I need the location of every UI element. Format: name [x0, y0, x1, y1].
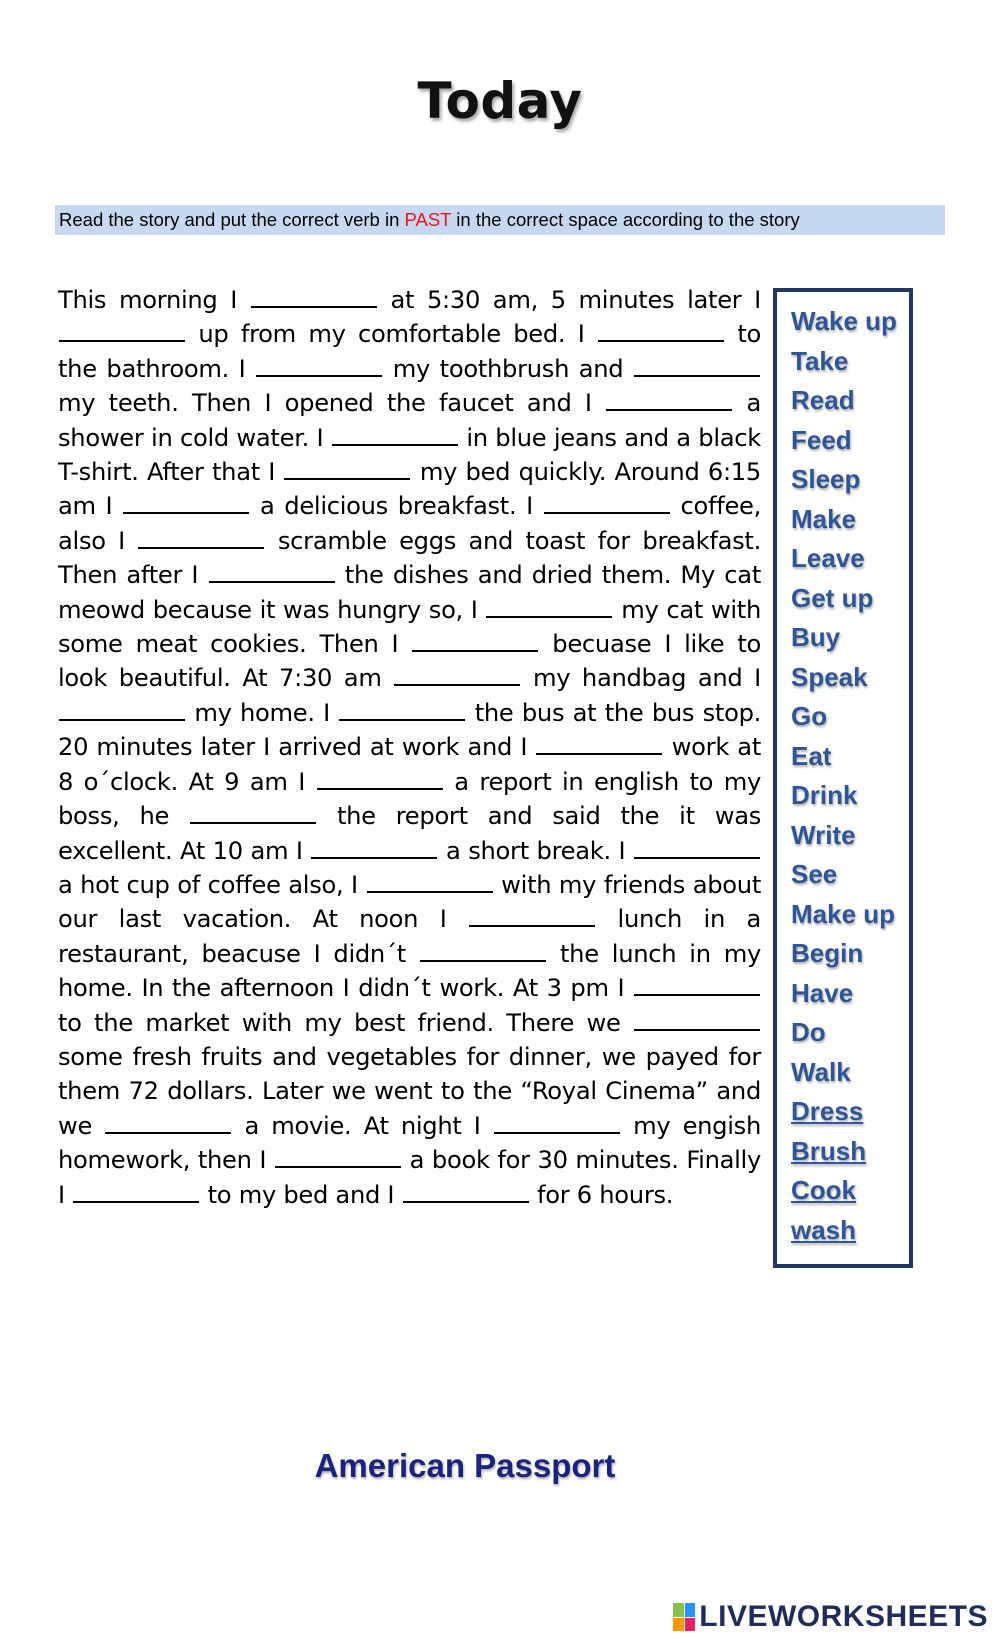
answer-blank[interactable]	[311, 856, 437, 859]
story-text: a hot cup of coffee also, I	[58, 870, 358, 899]
word-bank-item: Buy	[791, 622, 841, 652]
word-bank	[773, 288, 913, 1268]
answer-blank[interactable]	[486, 615, 612, 618]
story-text: lunch in a restaurant, beacuse I didn´t	[58, 905, 762, 968]
answer-blank[interactable]	[339, 718, 465, 721]
word-bank-item: Brush	[791, 1135, 867, 1166]
answer-blank[interactable]	[536, 752, 662, 755]
story-text: a delicious breakfast. I	[259, 492, 533, 521]
word-bank-item: Sleep	[791, 464, 861, 494]
story-text: my home. I	[194, 698, 330, 727]
answer-blank[interactable]	[420, 959, 546, 962]
answer-blank[interactable]	[59, 718, 185, 721]
story-text: in blue jeans and a black T-shirt. After that I	[58, 423, 762, 487]
word-bank-item: Wake up	[791, 306, 897, 336]
answer-blank[interactable]	[403, 1200, 529, 1203]
word-bank-item: Begin	[791, 938, 864, 968]
story-text: some fresh fruits and vegetables for dinner, we payed for them 72 dollars. Later we went to the “Royal Cinema” and we	[58, 1042, 761, 1140]
answer-blank[interactable]	[606, 408, 732, 411]
answer-blank[interactable]	[634, 374, 760, 377]
answer-blank[interactable]	[494, 1131, 620, 1134]
story-text: my cat with some meat cookies. Then I	[58, 595, 762, 659]
answer-blank[interactable]	[284, 477, 410, 480]
story-text: a shower in cold water. I	[58, 389, 761, 452]
word-bank-item: Take	[791, 345, 849, 376]
story-text: with my friends about our last vacation. At noon I	[58, 870, 761, 934]
story-text: This morning I	[58, 286, 238, 314]
answer-blank[interactable]	[59, 339, 185, 342]
answer-blank[interactable]	[634, 856, 760, 859]
story-text: becuase I like to look beautiful. At 7:30 am	[58, 630, 762, 693]
word-bank-item: Cook	[791, 1175, 856, 1205]
answer-blank[interactable]	[634, 993, 760, 996]
answer-blank[interactable]	[138, 546, 264, 549]
word-bank-item: Make up	[791, 898, 896, 929]
word-bank-item: Walk	[791, 1056, 851, 1087]
word-bank-item: Go	[791, 701, 828, 731]
instruction-highlight: PAST	[404, 209, 452, 230]
story-text: my toothbrush and	[392, 354, 624, 383]
word-bank-item: Do	[791, 1017, 826, 1047]
story-text: to the market with my best friend. There we	[58, 1008, 621, 1037]
word-bank-item: Have	[791, 977, 854, 1008]
word-bank-item: See	[791, 859, 838, 889]
story-text: coffee, also I	[58, 492, 762, 555]
answer-blank[interactable]	[598, 339, 724, 342]
answer-blank[interactable]	[412, 649, 538, 652]
story-text: my engish homework, then I	[58, 1111, 761, 1175]
answer-blank[interactable]	[73, 1200, 199, 1203]
answer-blank[interactable]	[251, 305, 377, 308]
answer-blank[interactable]	[634, 1028, 760, 1031]
word-bank-item: Get up	[791, 582, 874, 613]
answer-blank[interactable]	[123, 511, 249, 514]
story-text: a movie. At night I	[244, 1111, 481, 1140]
story-text: my handbag and I	[532, 664, 761, 693]
answer-blank[interactable]	[256, 374, 382, 377]
story-text: at 5:30 am, 5 minutes later I	[390, 286, 761, 314]
story-text: scramble eggs and toast for breakfast. Then after I	[58, 526, 762, 590]
word-bank-item: Make	[791, 503, 857, 534]
word-bank-item: Feed	[791, 424, 852, 455]
story-text: for 6 hours.	[537, 1180, 674, 1209]
story-text: the report and said the it was excellent. At 10 am I	[58, 802, 762, 865]
answer-blank[interactable]	[275, 1165, 401, 1168]
answer-blank[interactable]	[367, 890, 493, 893]
story-text: to the bathroom. I	[58, 320, 762, 383]
word-bank-item: Eat	[791, 740, 832, 771]
story-text: work at 8 o´clock. At 9 am I	[58, 733, 761, 796]
word-bank-item: Dress	[791, 1096, 864, 1126]
story-text: the bus at the bus stop. 20 minutes later I arrived at work and I	[58, 698, 762, 762]
page-title: Today	[417, 72, 583, 130]
word-bank-item: Write	[791, 819, 856, 850]
word-bank-item: wash	[791, 1214, 857, 1245]
story-paragraph	[58, 283, 761, 1212]
answer-blank[interactable]	[332, 443, 458, 446]
word-bank-item: Drink	[791, 780, 858, 810]
story-text: the dishes and dried them. My cat meowd because it was hungry so, I	[58, 561, 761, 624]
answer-blank[interactable]	[190, 821, 316, 824]
story-text: the lunch in my home. In the afternoon I didn´t work. At 3 pm I	[58, 939, 762, 1003]
answer-blank[interactable]	[105, 1131, 231, 1134]
answer-blank[interactable]	[544, 511, 670, 514]
liveworksheets-logo-icon	[673, 1603, 695, 1631]
word-bank-item: Read	[791, 385, 855, 415]
footer-label: American Passport	[314, 1447, 616, 1484]
brand-watermark	[673, 1600, 988, 1634]
word-bank-item: Leave	[791, 543, 865, 573]
answer-blank[interactable]	[317, 787, 443, 790]
story-text: a book for 30 minutes. Finally I	[58, 1146, 761, 1209]
answer-blank[interactable]	[209, 580, 335, 583]
instruction-banner	[55, 205, 945, 235]
story-text: to my bed and I	[207, 1180, 395, 1209]
story-text: up from my comfortable bed. I	[198, 320, 585, 349]
story-text: my bed quickly. Around 6:15 am I	[58, 458, 761, 521]
story-text: a report in english to my boss, he	[58, 767, 762, 831]
story-text: my teeth. Then I opened the faucet and I	[58, 389, 592, 418]
brand-name: LIVEWORKSHEETS	[699, 1600, 988, 1633]
answer-blank[interactable]	[394, 683, 520, 686]
word-bank-item: Speak	[791, 661, 868, 692]
story-text: a short break. I	[446, 836, 626, 865]
instruction-text-end: in the correct space according to the story	[451, 209, 800, 230]
instruction-text-start: Read the story and put the correct verb in	[59, 209, 405, 230]
answer-blank[interactable]	[469, 924, 595, 927]
